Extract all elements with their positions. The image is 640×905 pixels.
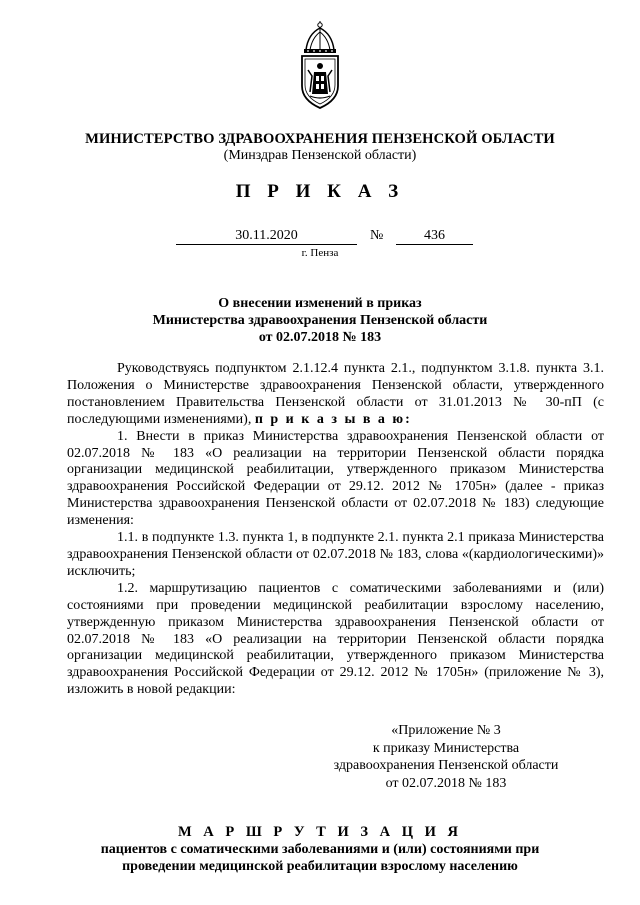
order-number: 436 (396, 228, 473, 245)
city-label: г. Пенза (301, 247, 339, 259)
body-paragraph-4: 1.2. маршрутизацию пациентов с соматическими заболеваниями и (или) состояниями при проведении медицинской реабилитации взрослому населению, утвержденную приказом Министерства здравоохранения Пензенской области от 02.07.2018 № 183 «О реализации на территории Пензенской области порядка организации медицинской реабилитации, утвержденного приказом Министерства здравоохранения Российской Федерации от 29.12. 2012 № 1705н» (приложение № 3), изложить в новой редакции: (67, 580, 604, 698)
ministry-short-name: (Минздрав Пензенской области) (223, 148, 417, 163)
ministry-name: МИНИСТЕРСТВО ЗДРАВООХРАНЕНИЯ ПЕНЗЕНСКОЙ ОБЛАСТИ (85, 131, 555, 147)
routing-subtitle-line-2: проведении медицинской реабилитации взрослому населению (122, 859, 518, 874)
appendix-line-2: к приказу Министерства (372, 740, 520, 756)
routing-subtitle-line-1: пациентов с соматическими заболеваниями и (или) состояниями при (100, 842, 540, 857)
preamble-text: Руководствуясь подпунктом 2.1.12.4 пункта 2.1., подпунктом 3.1.8. пункта 3.1. Положения о Министерстве здравоохранения Пензенской области, утвержденного постановлением Правительства Пензенской области от 31.01.2013 № 30-пП (с последующими изменениями), (67, 361, 604, 427)
subject-line-1: О внесении изменений в приказ (218, 296, 422, 311)
order-date: 30.11.2020 (176, 228, 357, 245)
routing-title: М А Р Ш Р У Т И З А Ц И Я (177, 824, 463, 840)
appendix-line-3: здравоохранения Пензенской области (333, 758, 559, 773)
order-subject (0, 295, 640, 346)
body-paragraph-3: 1.1. в подпункте 1.3. пункта 1, в подпункте 2.1. пункта 2.1 приказа Министерства здравоохранения Пензенской области от 02.07.2018 № 183, слова «(кардиологическими)» исключить; (67, 530, 604, 579)
order-date-number-row (0, 228, 640, 248)
subject-line-2: Министерства здравоохранения Пензенской области (152, 313, 488, 328)
coat-of-arms-icon (296, 20, 344, 112)
appendix-reference (296, 722, 596, 792)
order-body (67, 361, 604, 699)
appendix-line-1: «Приложение № 3 (391, 723, 501, 738)
order-command: п р и к а з ы в а ю: (254, 411, 412, 427)
number-sign: № (370, 228, 384, 243)
subject-line-3: от 02.07.2018 № 183 (258, 330, 382, 345)
document-type-title: П Р И К А З (235, 181, 405, 202)
body-paragraph-1 (67, 361, 604, 429)
routing-subtitle (0, 841, 640, 875)
body-paragraph-2: 1. Внести в приказ Министерства здравоохранения Пензенской области от 02.07.2018 № 183 «О реализации на территории Пензенской области порядка организации медицинской реабилитации, утвержденного приказом Министерства здравоохранения Российской Федерации от 29.12. 2012 № 1705н» (далее - приказ Министерства здравоохранения Пензенской области от 02.07.2018 № 183) следующие изменения: (67, 428, 604, 529)
appendix-line-4: от 02.07.2018 № 183 (385, 775, 507, 791)
